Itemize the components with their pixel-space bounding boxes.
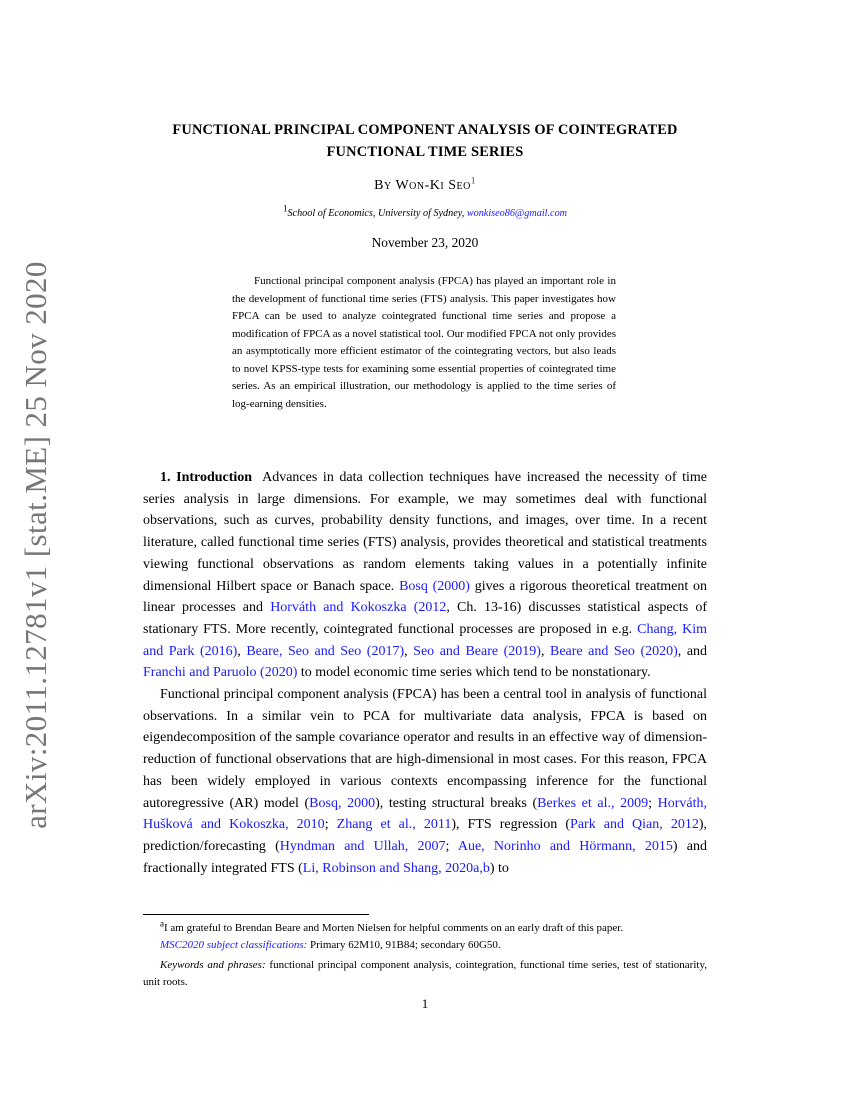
- introduction-section: [143, 467, 707, 879]
- citation-link[interactable]: Aue, Norinho and Hörmann, 2015: [457, 838, 673, 854]
- text-run: ) and fractionally integrated FTS (: [143, 838, 708, 876]
- author-name: By Won-Ki Seo: [374, 178, 471, 193]
- title-line-2: FUNCTIONAL TIME SERIES: [326, 144, 524, 160]
- text-run: ,: [237, 643, 247, 659]
- citation-link[interactable]: Franchi and Paruolo (2020): [143, 665, 298, 681]
- text-run: Advances in data collection techniques have increased the necessity of time series analysis in large dimensions. For example, we may sometimes deal with functional observations, such as curves, probability density functions, and images, over time. In a recent literature, called functional time series (FTS) analysis, provides theoretical and statistical treatments viewing functional observations as random elements taking values in a potentially infinite dimensional Hilbert space or Banach space.: [143, 470, 707, 594]
- abstract: [232, 273, 616, 413]
- intro-paragraph-1: [143, 467, 707, 684]
- footnote-divider: [143, 914, 369, 915]
- text-run: gives a rigorous theoretical treatment on linear processes and: [143, 578, 707, 616]
- section-heading: 1. Introduction: [160, 470, 253, 485]
- citation-link[interactable]: Beare, Seo and Seo (2017): [246, 643, 405, 659]
- author-line: [143, 175, 707, 194]
- text-run: ,: [540, 643, 550, 659]
- footnote-text: I am grateful to Brendan Beare and Morten Nielsen for helpful comments on an early draft of this paper.: [164, 922, 624, 934]
- affiliation-text: School of Economics, University of Sydney,: [287, 208, 467, 219]
- text-run: ;: [324, 817, 337, 833]
- footnote-marker: a: [160, 918, 164, 929]
- msc-classification: [143, 937, 707, 954]
- citation-link[interactable]: Horváth, Hušková and Kokoszka, 2010: [143, 795, 707, 833]
- citation-link[interactable]: Chang, Kim and Park (2016): [143, 621, 707, 659]
- footnotes: [143, 920, 707, 990]
- affiliation: [143, 203, 707, 219]
- abstract-text: Functional principal component analysis (FPCA) has played an important role in the development of functional time series (FTS) analysis. This paper investigates how FPCA can be used to analyze cointegrated functional time series and propose a modification of FPCA as a novel statistical tool. Our modified FPCA not only provides an asymptotically more efficient estimator of the cointegrating vectors, but also leads to novel KPSS-type tests for examining some essential properties of cointegrated time series. As an empirical illustration, our methodology is applied to the time series of log-earning densities.: [232, 275, 616, 410]
- text-run: ;: [648, 795, 658, 811]
- paper-date: November 23, 2020: [371, 235, 479, 250]
- keywords-label: Keywords and phrases:: [160, 959, 266, 971]
- text-run: ) to: [489, 860, 509, 876]
- title-line-1: FUNCTIONAL PRINCIPAL COMPONENT ANALYSIS OF COINTEGRATED: [172, 122, 678, 138]
- citation-link[interactable]: Bosq, 2000: [309, 795, 376, 811]
- text-run: ), testing structural breaks (: [375, 795, 538, 811]
- text-run: , and: [677, 643, 708, 659]
- paper-title: [143, 119, 707, 163]
- intro-paragraph-2: [143, 684, 707, 879]
- keywords-text: functional principal component analysis, cointegration, functional time series, test of stationarity, unit roots.: [143, 959, 707, 988]
- affiliation-marker: 1: [282, 203, 288, 214]
- citation-link[interactable]: Beare and Seo (2020): [550, 643, 678, 659]
- page-number: 1: [421, 996, 429, 1011]
- keywords: [143, 957, 707, 990]
- arxiv-identifier-stamp: arXiv:2011.12781v1 [stat.ME] 25 Nov 2020: [18, 261, 53, 829]
- text-run: to model economic time series which tend to be nonstationary.: [297, 665, 651, 681]
- citation-link[interactable]: Park and Qian, 2012: [570, 817, 699, 833]
- author-affiliation-marker[interactable]: 1: [470, 175, 476, 186]
- text-run: , Ch. 13-16) discusses statistical aspects of stationary FTS. More recently, cointegrated functional processes are proposed in e.g.: [143, 600, 707, 637]
- text-run: ;: [445, 838, 458, 854]
- author-email-link[interactable]: wonkiseo86@gmail.com: [466, 208, 568, 219]
- citation-link[interactable]: Hyndman and Ullah, 2007: [279, 838, 446, 854]
- acknowledgement-footnote: [143, 920, 707, 937]
- citation-link[interactable]: Zhang et al., 2011: [336, 817, 452, 833]
- citation-link[interactable]: Horváth and Kokoszka (2012: [270, 600, 447, 616]
- text-run: ), FTS regression (: [451, 817, 571, 833]
- citation-link[interactable]: Berkes et al., 2009: [537, 795, 649, 811]
- citation-link[interactable]: Li, Robinson and Shang, 2020a,b: [302, 860, 490, 876]
- text-run: ,: [404, 643, 414, 659]
- text-run: ), prediction/forecasting (: [143, 817, 708, 854]
- msc-label-link[interactable]: MSC2020 subject classifications:: [160, 938, 308, 951]
- citation-link[interactable]: Bosq (2000): [399, 578, 470, 594]
- text-run: Functional principal component analysis (FPCA) has been a central tool in analysis of functional observations. In a similar vein to PCA for multivariate data analysis, FPCA is based on eigendecomposition of the sample covariance operator and results in an effective way of dimension-reduction of functional observations that are high-dimensional in most cases. For this reason, FPCA has been widely employed in various contexts encompassing inference for the functional autoregressive (AR) model (: [143, 687, 707, 811]
- citation-link[interactable]: Seo and Beare (2019): [413, 643, 541, 659]
- msc-text: Primary 62M10, 91B84; secondary 60G50.: [307, 938, 501, 951]
